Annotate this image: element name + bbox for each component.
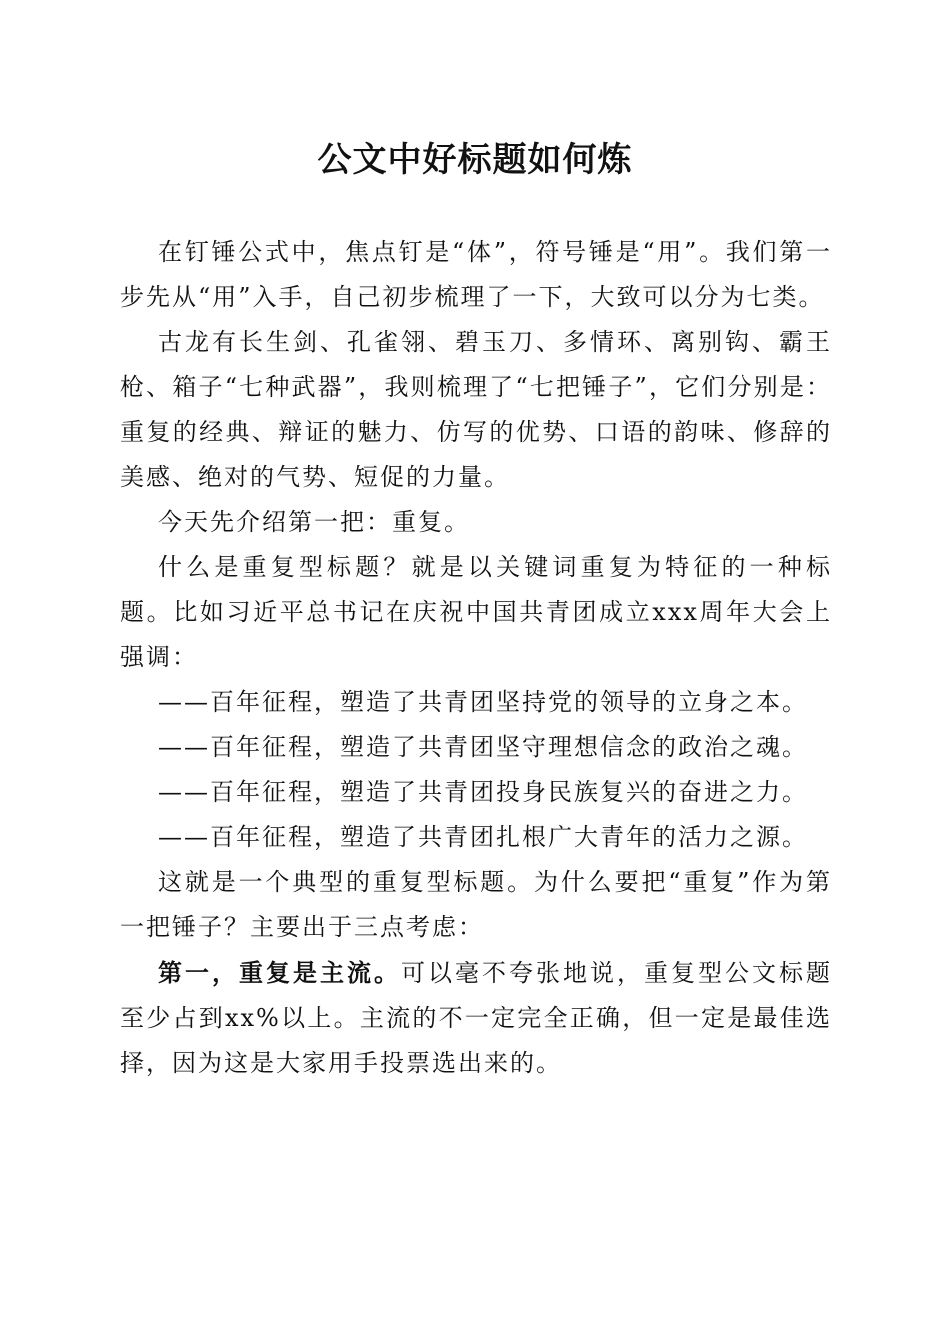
quote-line: ——百年征程，塑造了共青团坚持党的领导的立身之本。 [158,688,808,716]
point-text: 可以毫不夸张地说，重复型公文标题至少占到xx%以上。主流的不一定完全正确，但一定是最佳选择，因为这是大家用手投票选出来的。 [120,959,832,1077]
paragraph: 在钉锤公式中，焦点钉是“体”，符号锤是“用”。我们第一步先从“用”入手，自己初步梳理了一下，大致可以分为七类。 [120,238,832,311]
document-body [120,230,832,1086]
paragraph: 古龙有长生剑、孔雀翎、碧玉刀、多情环、离别钩、霸王枪、箱子“七种武器”，我则梳理了“七把锤子”，它们分别是：重复的经典、辩证的魅力、仿写的优势、口语的韵味、修辞的美感、绝对的气势、短促的力量。 [120,328,832,491]
quote-line: ——百年征程，塑造了共青团投身民族复兴的奋进之力。 [158,778,808,806]
document-title: 公文中好标题如何炼 [317,140,633,180]
paragraph: 这就是一个典型的重复型标题。为什么要把“重复”作为第一把锤子？主要出于三点考虑： [120,868,832,941]
paragraph: 今天先介绍第一把：重复。 [158,508,470,536]
quote-line: ——百年征程，塑造了共青团坚守理想信念的政治之魂。 [158,733,808,761]
quote-line: ——百年征程，塑造了共青团扎根广大青年的活力之源。 [158,823,808,851]
paragraph-point-one [120,950,832,1086]
paragraph: 什么是重复型标题？就是以关键词重复为特征的一种标题。比如习近平总书记在庆祝中国共青团成立xxx周年大会上强调： [120,553,832,671]
point-lead: 第一，重复是主流。 [158,958,401,987]
